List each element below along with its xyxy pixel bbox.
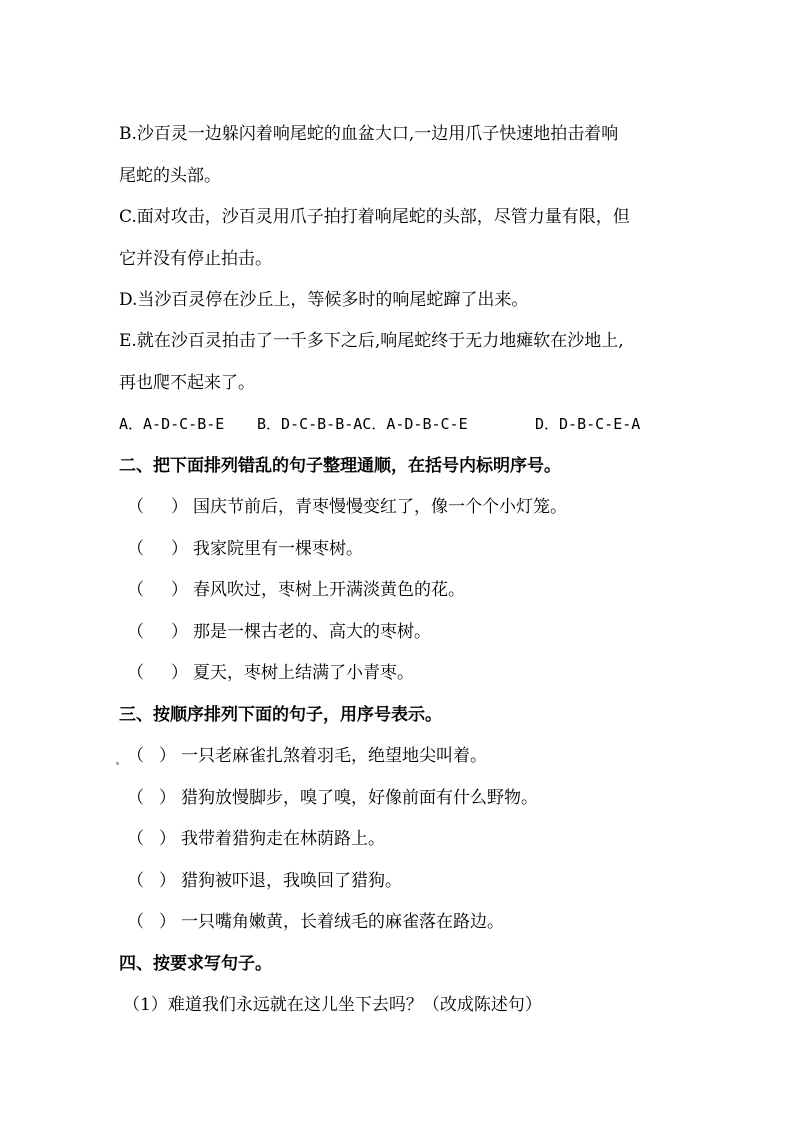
paren-open: （ [127,497,144,517]
paren-open: （ [127,871,144,891]
answer-choices [119,413,640,435]
list-item [127,621,431,643]
item-text: 一只老麻雀扎煞着羽毛，绝望地尖叫着。 [181,746,487,766]
list-item [127,538,363,560]
option-d: D.当沙百灵停在沙丘上，等候多时的响尾蛇蹿了出来。 [119,290,529,310]
paren-close: ） [159,871,176,891]
paren-open: （ [127,746,144,766]
paren-close: ） [171,539,188,559]
paren-close: ） [159,912,176,932]
item-text: 春风吹过，枣树上开满淡黄色的花。 [193,580,465,600]
paren-open: （ [127,829,144,849]
option-e-line-1: E.就在沙百灵拍击了一千多下之后,响尾蛇终于无力地瘫软在沙地上, [119,331,624,351]
item-text: 那是一棵古老的、高大的枣树。 [193,622,431,642]
paren-open: （ [127,663,144,683]
paren-open: （ [127,580,144,600]
paren-close: ） [159,829,176,849]
option-c-line-2: 它并没有停止拍击。 [119,249,272,269]
item-text: 一只嘴角嫩黄，长着绒毛的麻雀落在路边。 [181,912,504,932]
option-b-line-2: 尾蛇的头部。 [119,166,221,186]
paren-open: （ [127,912,144,932]
option-b-line-1: B.沙百灵一边躲闪着响尾蛇的血盆大口,一边用爪子快速地拍击着响 [119,124,619,144]
paren-open: （ [127,539,144,559]
paren-close: ） [171,663,188,683]
paren-open: （ [127,622,144,642]
list-item [127,870,402,892]
list-item [127,828,385,850]
item-text: 我带着猎狗走在林荫路上。 [181,829,385,849]
answer-choice-d: D．D-B-C-E-A [535,415,641,433]
question-1: （1）难道我们永远就在这儿坐下去吗？（改成陈述句） [123,995,542,1015]
stray-dot [116,762,119,765]
option-e-line-2: 再也爬不起来了。 [119,373,255,393]
paren-close: ） [171,497,188,517]
paren-close: ） [159,788,176,808]
option-c-line-1: C.面对攻击，沙百灵用爪子拍打着响尾蛇的头部，尽管力量有限，但 [119,207,630,227]
answer-choice-a: A．A-D-C-B-E [119,415,225,433]
list-item [127,745,487,767]
item-text: 夏天，枣树上结满了小青枣。 [193,663,414,683]
paren-close: ） [171,580,188,600]
paren-close: ） [171,622,188,642]
item-text: 国庆节前后，青枣慢慢变红了，像一个个小灯笼。 [193,497,567,517]
list-item [127,662,414,684]
item-text: 猎狗被吓退，我唤回了猎狗。 [181,871,402,891]
item-text: 我家院里有一棵枣树。 [193,539,363,559]
paren-close: ） [159,746,176,766]
item-text: 猎狗放慢脚步，嗅了嗅，好像前面有什么野物。 [181,788,538,808]
list-item [127,911,504,933]
answer-choice-bc: B．D-C-B-B-AC．A-D-B-C-E [257,415,468,433]
list-item [127,787,538,809]
section-4-heading: 四、按要求写句子。 [119,954,272,974]
list-item [127,496,567,518]
list-item [127,579,465,601]
section-2-heading: 二、把下面排列错乱的句子整理通顺，在括号内标明序号。 [119,456,561,476]
paren-open: （ [127,788,144,808]
section-3-heading: 三、按顺序排列下面的句子，用序号表示。 [119,705,442,725]
